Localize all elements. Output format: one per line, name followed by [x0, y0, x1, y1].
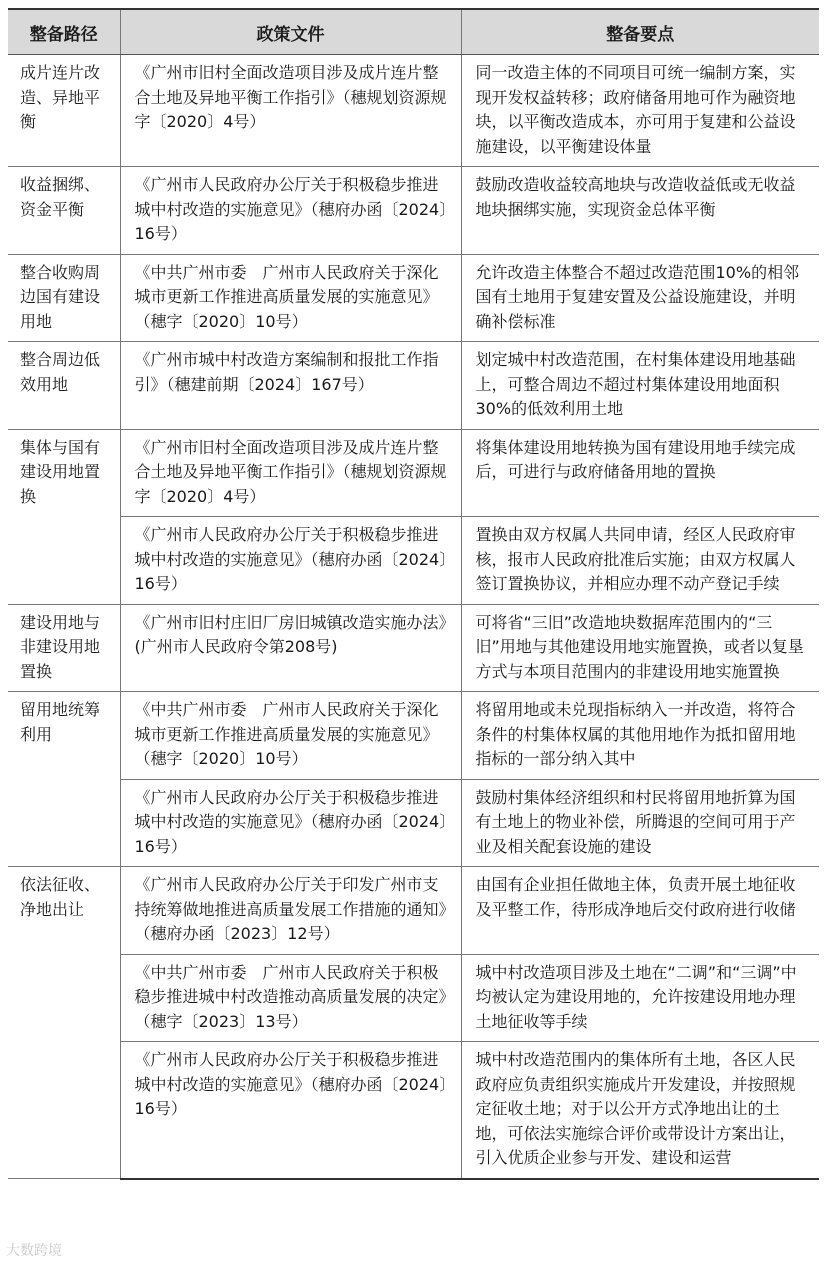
table-row — [8, 517, 819, 605]
table-row — [8, 254, 819, 342]
points-cell: 城中村改造项目涉及土地在“二调”和“三调”中均被认定为建设用地的，允许按建设用地办理土地征收等手续 — [461, 954, 819, 1042]
points-cell: 将留用地或未兑现指标纳入一并改造，将符合条件的村集体权属的其他用地作为抵扣留用地指标的一部分纳入其中 — [461, 692, 819, 780]
policy-cell: 《广州市人民政府办公厅关于印发广州市支持统筹做地推进高质量发展工作措施的通知》（穗府办函〔2023〕12号） — [120, 867, 461, 955]
table-row — [8, 692, 819, 780]
table-row — [8, 167, 819, 255]
policy-cell: 《广州市人民政府办公厅关于积极稳步推进城中村改造的实施意见》（穗府办函〔2024〕16号） — [120, 779, 461, 867]
points-cell: 鼓励改造收益较高地块与改造收益低或无收益地块捆绑实施，实现资金总体平衡 — [461, 167, 819, 255]
policy-cell: 《广州市人民政府办公厅关于积极稳步推进城中村改造的实施意见》（穗府办函〔2024〕16号） — [120, 167, 461, 255]
table-row — [8, 429, 819, 517]
table-row — [8, 342, 819, 430]
policy-cell: 《中共广州市委 广州市人民政府关于深化城市更新工作推进高质量发展的实施意见》（穗字〔2020〕10号） — [120, 692, 461, 780]
points-cell: 由国有企业担任做地主体，负责开展土地征收及平整工作，待形成净地后交付政府进行收储 — [461, 867, 819, 955]
table-row — [8, 1042, 819, 1179]
watermark-text: 大数跨境 — [6, 1243, 62, 1259]
table-row — [8, 55, 819, 167]
points-cell: 同一改造主体的不同项目可统一编制方案，实现开发权益转移；政府储备用地可作为融资地块，以平衡改造成本，亦可用于复建和公益设施建设，以平衡建设体量 — [461, 55, 819, 167]
path-cell: 收益捆绑、资金平衡 — [8, 167, 120, 255]
header-policy: 政策文件 — [120, 9, 461, 55]
points-cell: 可将省“三旧”改造地块数据库范围内的“三旧”用地与其他建设用地实施置换，或者以复垦方式与本项目范围内的非建设用地实施置换 — [461, 604, 819, 692]
policy-cell: 《广州市旧村全面改造项目涉及成片连片整合土地及异地平衡工作指引》（穗规划资源规字〔2020〕4号） — [120, 429, 461, 517]
points-cell: 城中村改造范围内的集体所有土地，各区人民政府应负责组织实施成片开发建设，并按照规定征收土地；对于以公开方式净地出让的土地，可依法实施综合评价或带设计方案出让，引入优质企业参与开发、建设和运营 — [461, 1042, 819, 1179]
header-path: 整备路径 — [8, 9, 120, 55]
path-cell: 集体与国有建设用地置换 — [8, 429, 120, 604]
table-row — [8, 954, 819, 1042]
table-header-row — [8, 9, 819, 55]
points-cell: 划定城中村改造范围，在村集体建设用地基础上，可整合周边不超过村集体建设用地面积30%的低效利用土地 — [461, 342, 819, 430]
policy-cell: 《中共广州市委 广州市人民政府关于深化城市更新工作推进高质量发展的实施意见》（穗字〔2020〕10号） — [120, 254, 461, 342]
path-cell: 留用地统筹利用 — [8, 692, 120, 867]
policy-cell: 《广州市旧村全面改造项目涉及成片连片整合土地及异地平衡工作指引》（穗规划资源规字〔2020〕4号） — [120, 55, 461, 167]
path-cell: 整合周边低效用地 — [8, 342, 120, 430]
policy-table — [8, 8, 819, 1180]
policy-cell: 《中共广州市委 广州市人民政府关于积极稳步推进城中村改造推动高质量发展的决定》（穗字〔2023〕13号） — [120, 954, 461, 1042]
policy-cell: 《广州市人民政府办公厅关于积极稳步推进城中村改造的实施意见》（穗府办函〔2024〕16号） — [120, 1042, 461, 1179]
table-row — [8, 779, 819, 867]
path-cell: 成片连片改造、异地平衡 — [8, 55, 120, 167]
policy-cell: 《广州市城中村改造方案编制和报批工作指引》（穗建前期〔2024〕167号） — [120, 342, 461, 430]
path-cell: 依法征收、净地出让 — [8, 867, 120, 1179]
table-row — [8, 604, 819, 692]
header-points: 整备要点 — [461, 9, 819, 55]
points-cell: 允许改造主体整合不超过改造范围10%的相邻国有土地用于复建安置及公益设施建设，并明确补偿标准 — [461, 254, 819, 342]
table-row — [8, 867, 819, 955]
points-cell: 鼓励村集体经济组织和村民将留用地折算为国有土地上的物业补偿，所腾退的空间可用于产业及相关配套设施的建设 — [461, 779, 819, 867]
policy-cell: 《广州市人民政府办公厅关于积极稳步推进城中村改造的实施意见》（穗府办函〔2024〕16号） — [120, 517, 461, 605]
points-cell: 将集体建设用地转换为国有建设用地手续完成后，可进行与政府储备用地的置换 — [461, 429, 819, 517]
policy-cell: 《广州市旧村庄旧厂房旧城镇改造实施办法》(广州市人民政府令第208号) — [120, 604, 461, 692]
path-cell: 建设用地与非建设用地置换 — [8, 604, 120, 692]
path-cell: 整合收购周边国有建设用地 — [8, 254, 120, 342]
points-cell: 置换由双方权属人共同申请，经区人民政府审核，报市人民政府批准后实施；由双方权属人签订置换协议，并相应办理不动产登记手续 — [461, 517, 819, 605]
